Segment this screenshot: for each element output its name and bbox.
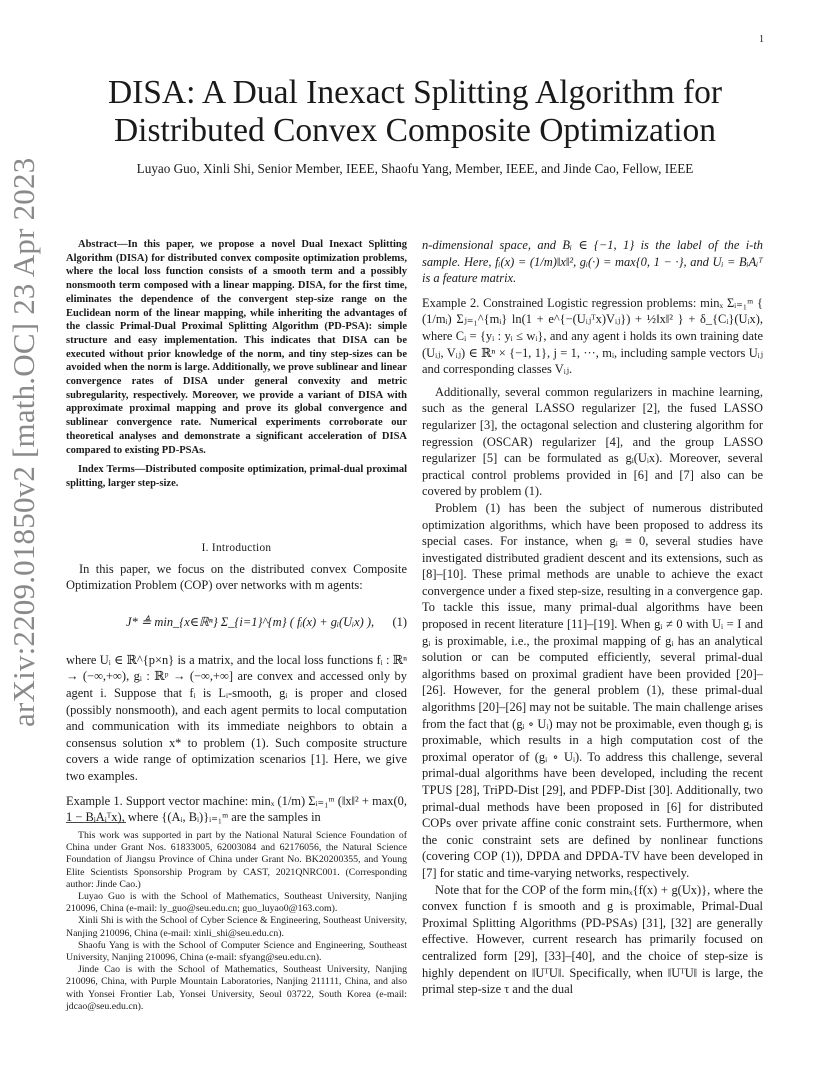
index-terms: Index Terms—Distributed composite optimization, primal-dual proximal splitting, larger step-size.	[66, 464, 407, 489]
equation-1	[66, 606, 407, 640]
abstract-text: Abstract—In this paper, we propose a novel Dual Inexact Splitting Algorithm (DISA) for distributed convex composite optimization problems, where the local loss function consists of a smooth term and a possibly nonsmooth term composed with a linear mapping. DISA, for the first time, eliminates the dependence of the convergent step-size range on the Euclidean norm of the linear mapping, while inheriting the advantages of the classic Primal-Dual Proximal Splitting Algorithm (PD-PSA): simple structure and easy implementation. This indicates that DISA can be executed without prior knowledge of the norm, and tiny step-sizes can be avoided when the norm is large. Additionally, we prove sublinear and linear convergence rates of DISA under general convexity and metric subregularity, respectively. Moreover, we provide a variant of DISA with approximate proximal mapping and prove its global convergence and sublinear convergence rate. Numerical experiments corroborate our theoretical analyses and demonstrate a significant acceleration of DISA compared to existing PD-PSAs.	[66, 239, 407, 456]
footnote-rule	[66, 822, 126, 823]
right-paragraph-3: Note that for the COP of the form minₓ{f(x) + g(Ux)}, where the convex function f is smooth and g is proximable, Primal-Dual Proximal Splitting Algorithms (PD-PSAs) [31], [32] are generally effective. However, current research has primarily focused on centralized form [29], [33]–[40], and the choice of step-size is highly dependent on ‖UᵀU‖. Specifically, when ‖UᵀU‖ is large, the primal step-size τ and the dual	[422, 882, 763, 997]
footnote-yang: Shaofu Yang is with the School of Computer Science and Engineering, Southeast University, Nanjing 210096, China (e-mail: sfyang@seu.edu.cn).	[66, 939, 407, 964]
equation-1-body: J* ≜ min_{x∈ℝⁿ} Σ_{i=1}^{m} ( fᵢ(x) + gᵢ(Uᵢx) ),	[126, 615, 375, 630]
introduction-section	[66, 540, 407, 826]
right-paragraph-1: Additionally, several common regularizers in machine learning, such as the general LASSO regularizer [2], the fused LASSO regularizer [3], the octagonal selection and clustering algorithm for regression (OSCAR) regularizer [4], and the group LASSO regularizer [5] can be formulated as gᵢ(Uᵢx). Moreover, several practical control problems provided in [6] and [7] also can be covered by problem (1).	[422, 384, 763, 499]
footnote-cao: Jinde Cao is with the School of Mathematics, Southeast University, Nanjing 210096, China, with Purple Mountain Laboratories, Nanjing 211111, China, and also with Yonsei Frontier Lab, Yonsei University, Seoul 03722, South Korea (e-mail: jdcao@seu.edu.cn).	[66, 964, 407, 1012]
title-line-1: DISA: A Dual Inexact Splitting Algorithm for	[107, 74, 723, 111]
abstract	[66, 238, 407, 491]
footnote-shi: Xinli Shi is with the School of Cyber Science & Engineering, Southeast University, Nanjing 210096, China (e-mail: xinli_shi@seu.edu.cn).	[66, 915, 407, 939]
footnote-guo: Luyao Guo is with the School of Mathematics, Southeast University, Nanjing 210096, China (e-mail: ly_guo@seu.edu.cn; guo_luyao0@163.com).	[66, 891, 407, 915]
example-2: Example 2. Constrained Logistic regression problems: minₓ Σᵢ₌₁ᵐ { (1/mᵢ) Σⱼ₌₁^{mᵢ} ln(1 + e^{−(Uᵢⱼᵀx)Vᵢⱼ}) + ½‖x‖² } + δ_{Cᵢ}(Uᵢx), where Cᵢ = {yᵢ : yᵢ ≤ wᵢ}, and any agent i holds its own training date (Uᵢⱼ, Vᵢⱼ) ∈ ℝⁿ × {−1, 1}, j = 1, ···, mᵢ, including sample vectors Uᵢⱼ and corresponding classes Vᵢⱼ.	[422, 295, 763, 377]
right-paragraph-2: Problem (1) has been the subject of numerous distributed optimization algorithms, which have been proposed to address its special cases. For instance, when gᵢ ≡ 0, several studies have investigated distributed gradient descent and its extensions, such as [8]–[10]. These primal methods are unable to achieve the exact convergence under a fixed step-size, resulting in a convergence gap. To tackle this issue, many primal-dual algorithms have been proposed in recent literature [11]–[19]. When gᵢ ≠ 0 with Uᵢ = I and gᵢ is proximable, i.e., the proximal mapping of gᵢ has an analytical solution or can be computed efficiently, several primal-dual algorithms based on proximal gradient have been provided [20]–[26]. However, for the general problem (1), these primal-dual algorithms [20]–[26] may not be suitable. The main challenge arises from the fact that (gᵢ ∘ Uᵢ) may not be proximable, even though gᵢ is proximable, which results in a high computation cost of the proximal operator of (gᵢ ∘ Uᵢ). To address this challenge, several primal-dual algorithms have been developed, including the recent TPUS [28], TriPD-Dist [29], and PDFP-Dist [30]. Additionally, two primal-dual methods have been proposed in [6] for distributed COPs over private affine conic constraint sets. Furthermore, when the conic constraint sets are defined by nonlinear functions (covering COP (1)), DPDA and DPDA-TV have been developed in [7] for static and time-varying networks, respectively.	[422, 500, 763, 880]
arxiv-identifier: arXiv:2209.01850v2 [math.OC] 23 Apr 2023	[6, 157, 41, 727]
intro-paragraph-1: In this paper, we focus on the distributed convex Composite Optimization Problem (COP) over networks with m agents:	[66, 561, 407, 593]
page-number: 1	[759, 34, 764, 45]
equation-1-label: (1)	[392, 615, 407, 630]
footnotes	[66, 830, 407, 1013]
paper-title	[40, 74, 790, 150]
footnote-funding: This work was supported in part by the National Natural Science Foundation of China under Grant Nos. 61833005, 62003084 and 62176056, the Natural Science Foundation of Jiangsu Province of China under Grant No. BK20200355, and Young Elite Scientists Sponsorship Program by CAST, 2021QNRC001. (Corresponding author: Jinde Cao.)	[66, 830, 407, 890]
intro-paragraph-2: where Uᵢ ∈ ℝ^{p×n} is a matrix, and the local loss functions fᵢ : ℝⁿ → (−∞,+∞), gᵢ : ℝᵖ → (−∞,+∞] are convex and accessed only by agent i. Suppose that fᵢ is Lᵢ-smooth, gᵢ is proper and closed (possibly nonsmooth), and each agent permits to local computation and communication with its immediate neighbors to obtain a consensus solution x* to problem (1). Such composite structure covers a wide range of optimization scenarios [1]. Here, we give two examples.	[66, 652, 407, 783]
title-line-2: Distributed Convex Composite Optimization	[113, 112, 717, 149]
section-heading: I. Introduction	[201, 542, 272, 554]
author-list: Luyao Guo, Xinli Shi, Senior Member, IEEE, Shaofu Yang, Member, IEEE, and Jinde Cao, Fellow, IEEE	[136, 161, 694, 176]
example-1-continued: n-dimensional space, and Bᵢ ∈ {−1, 1} is the label of the i-th sample. Here, fᵢ(x) = (1/m)‖x‖², gᵢ(·) = max{0, 1 − ·}, and Uᵢ = BᵢAᵢᵀ is a feature matrix.	[422, 238, 763, 286]
right-column	[422, 237, 763, 998]
example-1: Example 1. Support vector machine: minₓ (1/m) Σᵢ₌₁ᵐ (‖x‖² + max(0, 1 − BᵢAᵢᵀx), where {(Aᵢ, Bᵢ)}ᵢ₌₁ᵐ are the samples in	[66, 793, 407, 825]
